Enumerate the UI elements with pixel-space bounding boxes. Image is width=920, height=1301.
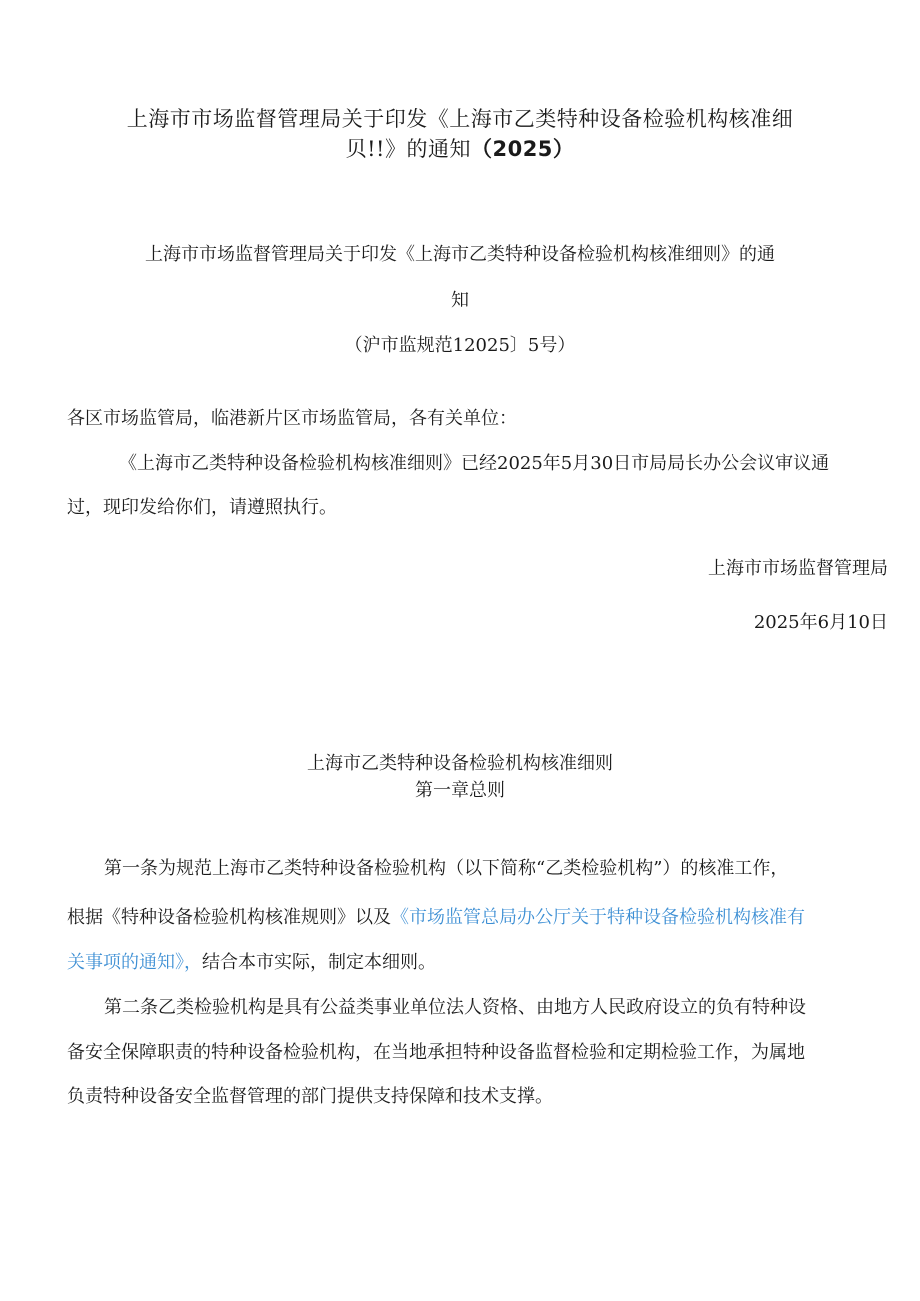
document-title-prefix: 贝!!》的通知: [345, 137, 471, 161]
article1-line3: [67, 948, 436, 974]
article2-line3: 负责特种设备安全监督管理的部门提供支持保障和技术支撑。: [67, 1086, 553, 1107]
rules-title: 上海市乙类特种设备检验机构核准细则: [307, 753, 613, 774]
notice-heading-line2: 知: [451, 290, 469, 311]
article2-line1: 第二条乙类检验机构是具有公益类事业单位法人资格、由地方人民政府设立的负有特种设: [104, 997, 806, 1018]
article1-notice-link-cont[interactable]: 关事项的通知》，: [67, 952, 202, 973]
article2-line2: 备安全保障职责的特种设备检验机构，在当地承担特种设备监督检验和定期检验工作，为属地: [67, 1042, 805, 1063]
notice-heading-line1: 上海市市场监督管理局关于印发《上海市乙类特种设备检验机构核准细则》的通: [145, 244, 775, 265]
notice-body-line2: 过，现印发给你们，请遵照执行。: [67, 497, 337, 518]
article1-line2: [67, 903, 805, 929]
article1-line3-text: 结合本市实际，制定本细则。: [202, 952, 436, 973]
notice-salutation: 各区市场监管局，临港新片区市场监管局，各有关单位：: [67, 408, 517, 429]
document-title-line2: [0, 133, 920, 163]
notice-body-line1: 《上海市乙类特种设备检验机构核准细则》已经2025年5月30日市局局长办公会议审议通: [119, 453, 830, 474]
article1-line2-text: 根据《特种设备检验机构核准规则》以及: [67, 907, 391, 928]
signature-date: 2025年6月10日: [753, 612, 888, 633]
article1-notice-link[interactable]: 《市场监管总局办公厅关于特种设备检验机构核准有: [391, 907, 805, 928]
notice-doc-number: （沪市监规范12025〕5号）: [344, 335, 576, 356]
document-title-line1: 上海市市场监督管理局关于印发《上海市乙类特种设备检验机构核准细: [126, 107, 794, 131]
chapter-heading: 第一章总则: [415, 780, 505, 801]
article1-line1: 第一条为规范上海市乙类特种设备检验机构（以下简称“乙类检验机构”）的核准工作，: [104, 858, 789, 879]
document-title-year: （2025）: [470, 137, 575, 161]
signature-organization: 上海市市场监督管理局: [708, 558, 888, 579]
